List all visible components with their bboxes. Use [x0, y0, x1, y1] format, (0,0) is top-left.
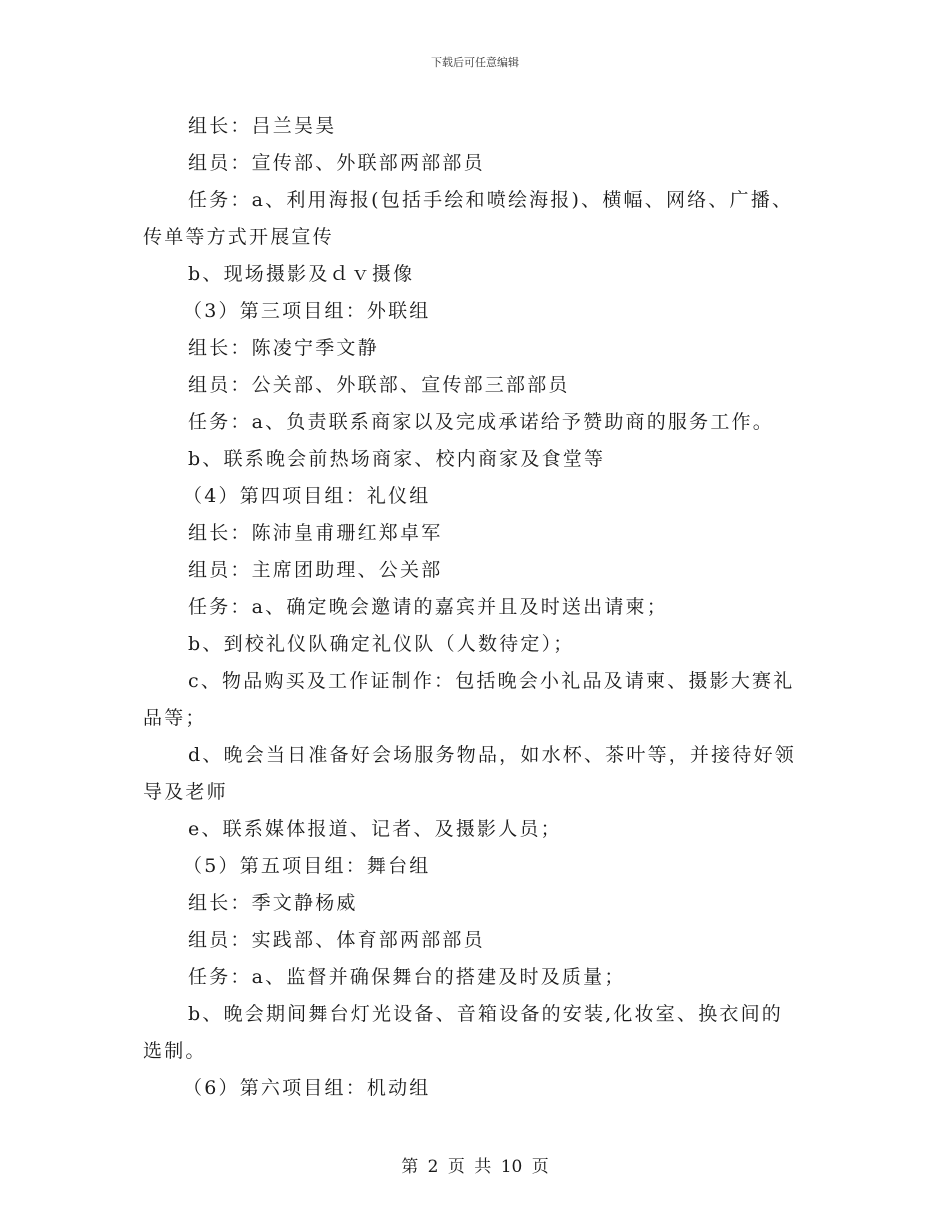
text-line: b、现场摄影及ｄｖ摄像	[188, 263, 415, 285]
text-line: （4）第四项目组：礼仪组	[183, 485, 431, 507]
text-line: 组员：公关部、外联部、宣传部三部部员	[188, 374, 570, 396]
text-line: 组员：宣传部、外联部两部部员	[188, 152, 485, 174]
text-line: 组长：陈沛皇甫珊红郑卓军	[188, 522, 443, 544]
text-line: 组员：主席团助理、公关部	[188, 559, 443, 581]
text-line: 任务：a、利用海报(包括手绘和喷绘海报)、横幅、网络、广播、	[188, 189, 794, 211]
text-line: b、到校礼仪队确定礼仪队（人数待定）；	[188, 633, 575, 655]
text-line: 选制。	[143, 1040, 207, 1062]
text-line: （6）第六项目组：机动组	[183, 1077, 431, 1099]
text-line: 任务：a、监督并确保舞台的搭建及时及质量；	[188, 966, 626, 988]
page-header-note: 下载后可任意编辑	[431, 56, 519, 69]
text-line: 组员：实践部、体育部两部部员	[188, 929, 485, 951]
text-line: b、联系晚会前热场商家、校内商家及食堂等	[188, 448, 606, 470]
text-line: 组长：陈凌宁季文静	[188, 337, 379, 359]
text-line: （3）第三项目组：外联组	[183, 300, 431, 322]
text-line: （5）第五项目组：舞台组	[183, 855, 431, 877]
text-line: 传单等方式开展宣传	[143, 226, 334, 248]
text-line: b、晚会期间舞台灯光设备、音箱设备的安装,化妆室、换衣间的	[188, 1003, 784, 1025]
text-line: d、晚会当日准备好会场服务物品，如水杯、茶叶等，并接待好领	[188, 744, 796, 766]
text-line: 任务：a、确定晚会邀请的嘉宾并且及时送出请柬；	[188, 596, 668, 618]
text-line: e、联系媒体报道、记者、及摄影人员；	[188, 818, 562, 840]
text-line: 组长：吕兰吴昊	[188, 115, 337, 137]
page-number: 第 2 页 共 10 页	[401, 1157, 549, 1177]
document-body	[143, 108, 811, 1107]
text-line: 导及老师	[143, 781, 228, 803]
text-line: 任务：a、负责联系商家以及完成承诺给予赞助商的服务工作。	[188, 411, 774, 433]
text-line: 品等；	[143, 707, 207, 729]
text-line: c、物品购买及工作证制作：包括晚会小礼品及请柬、摄影大赛礼	[188, 670, 795, 692]
text-line: 组长：季文静杨威	[188, 892, 358, 914]
